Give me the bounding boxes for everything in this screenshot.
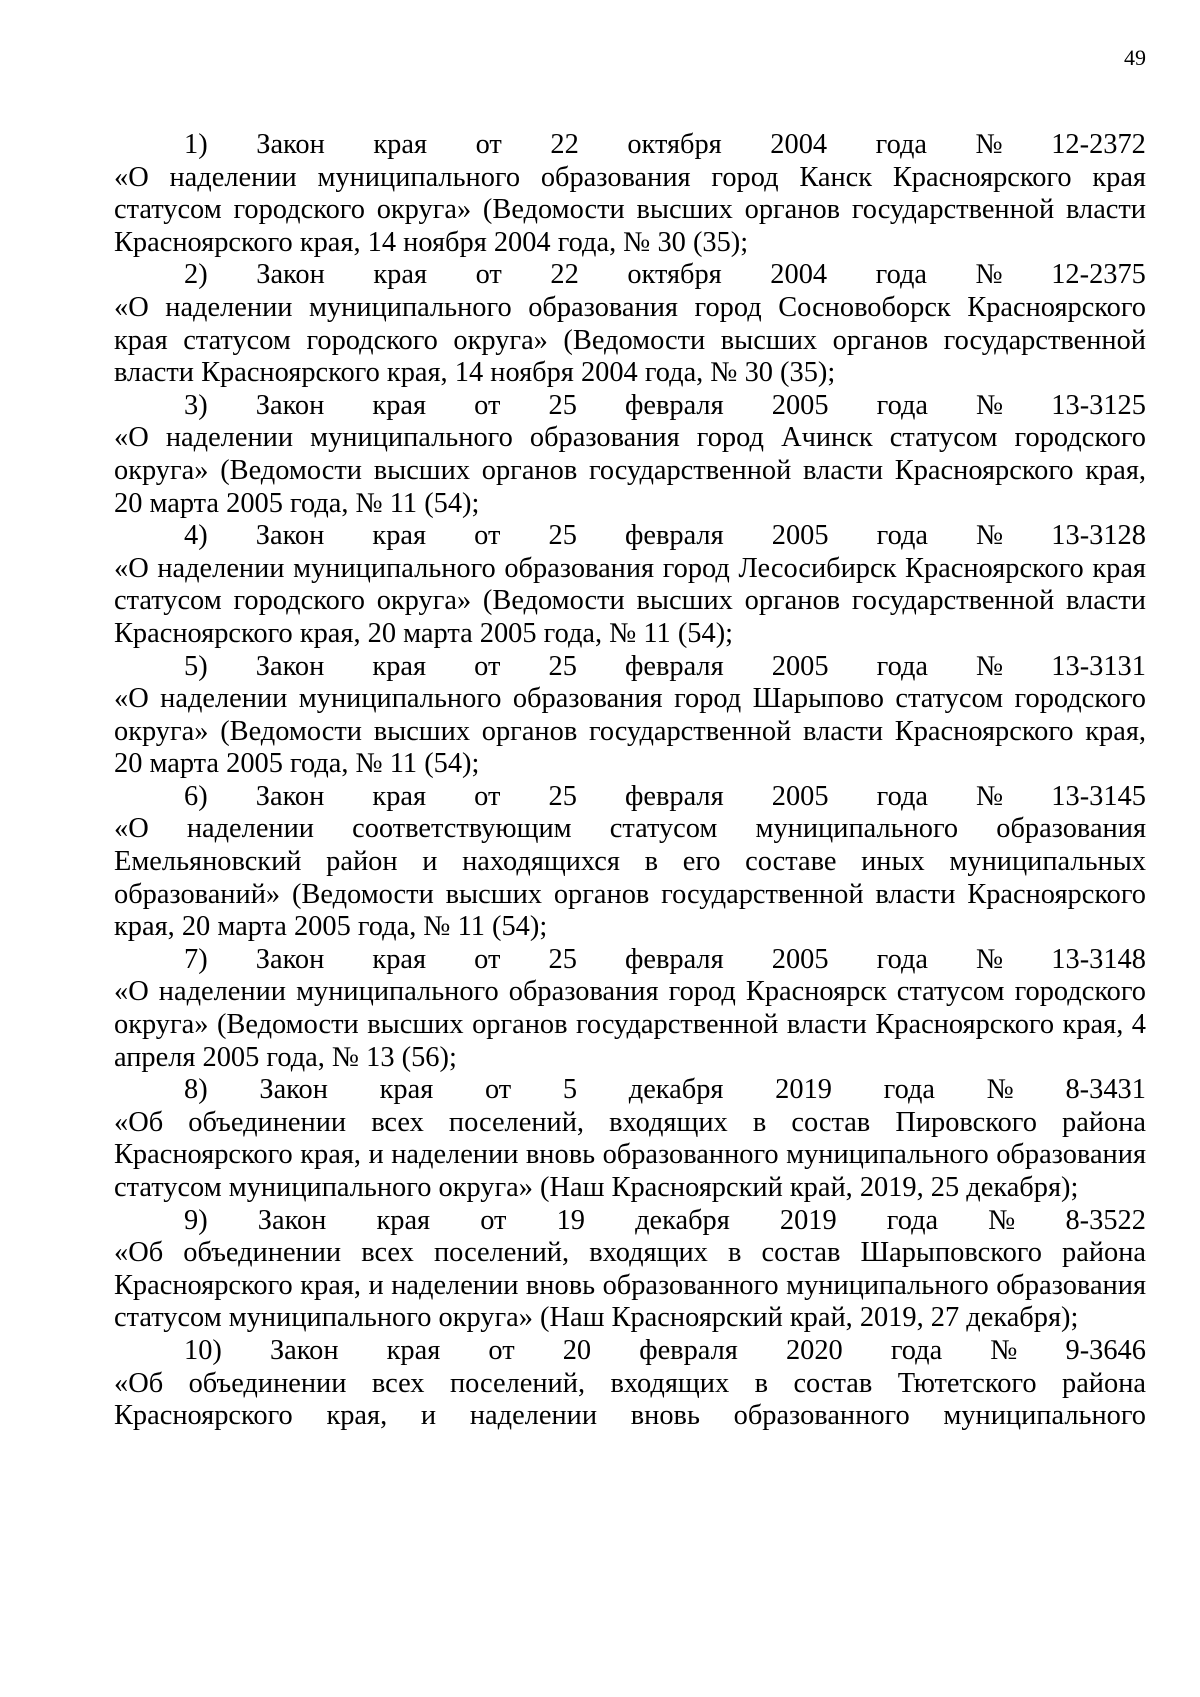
law-list-item xyxy=(114,520,1146,650)
heading-word: края xyxy=(372,520,427,552)
heading-word: года xyxy=(876,389,929,421)
heading-word: года xyxy=(876,780,929,812)
heading-word: края xyxy=(376,1204,431,1236)
heading-word: 2020 xyxy=(785,1334,843,1366)
heading-word: от xyxy=(475,129,502,160)
law-item-heading xyxy=(114,944,1146,977)
heading-word: Закон xyxy=(256,129,325,160)
law-item-heading xyxy=(114,1335,1146,1368)
law-list-item xyxy=(114,1335,1146,1433)
law-item-text: «Об объединении всех поселений, входящих в состав Пировского района Красноярского края, и наделении вновь образованного муниципального образования статусом муниципального округа» (Наш Красноярский край, 2019, 25 декабря); xyxy=(114,1106,1146,1203)
heading-word: № xyxy=(988,1204,1016,1236)
heading-word: февраля xyxy=(624,520,724,552)
heading-word: № xyxy=(975,259,1003,291)
heading-word: декабря xyxy=(635,1204,730,1236)
heading-word: 13-3145 xyxy=(1051,780,1146,812)
heading-word: года xyxy=(883,1074,936,1106)
heading-word: Закон xyxy=(255,389,325,421)
heading-word: 8-3522 xyxy=(1065,1204,1146,1236)
heading-word: Закон xyxy=(255,943,325,975)
law-item-text: «О наделении муниципального образования город Лесосибирск Красноярского края статусом городского округа» (Ведомости высших органов государственной власти Красноярского края, 20 марта 2005 года, № 11 (54); xyxy=(114,552,1146,649)
heading-word: 2005 xyxy=(771,650,829,682)
heading-word: октября xyxy=(627,129,722,160)
law-list-item xyxy=(114,781,1146,944)
heading-word: Закон xyxy=(269,1334,339,1366)
law-item-heading xyxy=(114,651,1146,684)
heading-word: № xyxy=(986,1074,1014,1106)
heading-word: года xyxy=(890,1334,943,1366)
heading-word: Закон xyxy=(255,650,325,682)
heading-word: 2005 xyxy=(771,780,829,812)
heading-word: года xyxy=(876,943,929,975)
heading-word: Закон xyxy=(259,1074,328,1106)
heading-word: 2005 xyxy=(771,520,829,552)
heading-word: 20 xyxy=(562,1334,592,1366)
law-item-text: «О наделении муниципального образования город Канск Красноярского края статусом городского округа» (Ведомости высших органов государственной власти Красноярского края, 14 ноября 2004 года, № 30 (35); xyxy=(114,161,1146,258)
law-item-heading xyxy=(114,1205,1146,1238)
heading-word: 22 xyxy=(550,259,579,291)
law-list-item xyxy=(114,129,1146,259)
heading-word: 5) xyxy=(184,650,208,682)
law-item-text: «Об объединении всех поселений, входящих в состав Тютетского района Красноярского края, и наделении вновь образованного муниципального xyxy=(114,1367,1146,1432)
law-item-heading xyxy=(114,129,1146,162)
law-item-text: «О наделении муниципального образования город Сосновоборск Красноярского края статусом городского округа» (Ведомости высших органов государственной власти Красноярского края, 14 ноября 2004 года, № 30 (35); xyxy=(114,291,1146,389)
heading-word: 12-2375 xyxy=(1051,259,1146,291)
heading-word: 2005 xyxy=(771,943,829,975)
law-item-text: «О наделении муниципального образования город Ачинск статусом городского округа» (Ведомости высших органов государственной власти Красноярского края, 20 марта 2005 года, № 11 (54); xyxy=(114,422,1146,519)
heading-word: 13-3128 xyxy=(1051,520,1146,552)
law-item-heading xyxy=(114,259,1146,292)
heading-word: февраля xyxy=(639,1334,738,1366)
heading-word: 2005 xyxy=(771,389,829,421)
heading-word: февраля xyxy=(624,943,724,975)
heading-word: 1) xyxy=(184,129,208,160)
heading-word: 25 xyxy=(548,780,577,812)
heading-word: октября xyxy=(627,259,722,291)
law-item-heading xyxy=(114,390,1146,423)
heading-word: края xyxy=(372,389,427,421)
heading-word: 3) xyxy=(184,389,208,421)
heading-word: от xyxy=(484,1074,512,1106)
heading-word: № xyxy=(990,1334,1018,1366)
heading-word: края xyxy=(372,943,427,975)
law-list-item xyxy=(114,944,1146,1074)
heading-word: от xyxy=(480,1204,507,1236)
law-item-heading xyxy=(114,520,1146,553)
heading-word: края xyxy=(373,259,428,291)
law-item-text: «О наделении муниципального образования город Красноярск статусом городского округа» (Ведомости высших органов государственной власти Красноярского края, 4 апреля 2005 года, № 13 (56); xyxy=(114,976,1146,1073)
heading-word: Закон xyxy=(256,259,325,291)
heading-word: декабря xyxy=(628,1074,724,1106)
law-list xyxy=(114,129,1146,1433)
heading-word: от xyxy=(474,650,501,682)
heading-word: 4) xyxy=(184,520,208,552)
heading-word: года xyxy=(876,520,929,552)
law-item-heading xyxy=(114,1074,1146,1107)
heading-word: февраля xyxy=(624,780,724,812)
heading-word: 2019 xyxy=(775,1074,832,1106)
heading-word: от xyxy=(474,389,501,421)
heading-word: года xyxy=(886,1204,939,1236)
heading-word: 2) xyxy=(184,259,208,291)
heading-word: 13-3131 xyxy=(1051,650,1146,682)
heading-word: от xyxy=(475,259,502,291)
heading-word: 6) xyxy=(184,780,208,812)
heading-word: 13-3125 xyxy=(1051,389,1146,421)
law-list-item xyxy=(114,1074,1146,1204)
heading-word: 2004 xyxy=(770,129,828,160)
heading-word: года xyxy=(875,129,928,160)
heading-word: года xyxy=(876,650,929,682)
heading-word: Закон xyxy=(257,1204,327,1236)
heading-word: № xyxy=(976,520,1004,552)
law-list-item xyxy=(114,390,1146,520)
law-list-item xyxy=(114,1205,1146,1335)
heading-word: Закон xyxy=(255,520,325,552)
heading-word: 13-3148 xyxy=(1051,943,1146,975)
heading-word: 2004 xyxy=(770,259,828,291)
heading-word: края xyxy=(386,1334,441,1366)
heading-word: края xyxy=(372,780,427,812)
heading-word: 25 xyxy=(548,943,577,975)
heading-word: от xyxy=(474,943,501,975)
law-item-heading xyxy=(114,781,1146,814)
heading-word: края xyxy=(379,1074,434,1106)
law-item-text: «Об объединении всех поселений, входящих в состав Шарыповского района Красноярского края, и наделении вновь образованного муниципального образования статусом муниципального округа» (Наш Красноярский край, 2019, 27 декабря); xyxy=(114,1237,1146,1334)
law-item-text: «О наделении муниципального образования город Шарыпово статусом городского округа» (Ведомости высших органов государственной власти Красноярского края, 20 марта 2005 года, № 11 (54); xyxy=(114,683,1146,780)
heading-word: Закон xyxy=(255,780,325,812)
heading-word: февраля xyxy=(624,650,724,682)
heading-word: 22 xyxy=(550,129,579,160)
heading-word: февраля xyxy=(624,389,724,421)
heading-word: 9) xyxy=(184,1204,208,1236)
heading-word: 8) xyxy=(184,1074,208,1106)
page-number: 49 xyxy=(1124,45,1146,70)
heading-word: 25 xyxy=(548,520,577,552)
heading-word: 10) xyxy=(184,1334,222,1366)
heading-word: 12-2372 xyxy=(1051,129,1146,160)
heading-word: 19 xyxy=(556,1204,585,1236)
heading-word: 5 xyxy=(562,1074,578,1106)
heading-word: от xyxy=(488,1334,515,1366)
heading-word: № xyxy=(976,780,1004,812)
heading-word: 8-3431 xyxy=(1065,1074,1146,1106)
heading-word: 25 xyxy=(548,650,577,682)
heading-word: № xyxy=(976,389,1004,421)
heading-word: края xyxy=(373,129,428,160)
law-list-item xyxy=(114,259,1146,389)
heading-word: края xyxy=(372,650,427,682)
heading-word: 25 xyxy=(548,389,577,421)
law-list-item xyxy=(114,651,1146,781)
heading-word: 9-3646 xyxy=(1065,1334,1146,1366)
heading-word: года xyxy=(875,259,928,291)
law-item-text: «О наделении соответствующим статусом муниципального образования Емельяновский район и находящихся в его составе иных муниципальных образований» (Ведомости высших органов государственной власти Красноярского края, 20 марта 2005 года, № 11 (54); xyxy=(114,813,1146,943)
heading-word: 2019 xyxy=(779,1204,837,1236)
heading-word: 7) xyxy=(184,943,208,975)
heading-word: № xyxy=(976,650,1004,682)
heading-word: от xyxy=(474,520,501,552)
heading-word: № xyxy=(975,129,1003,160)
heading-word: от xyxy=(474,780,501,812)
heading-word: № xyxy=(976,943,1004,975)
